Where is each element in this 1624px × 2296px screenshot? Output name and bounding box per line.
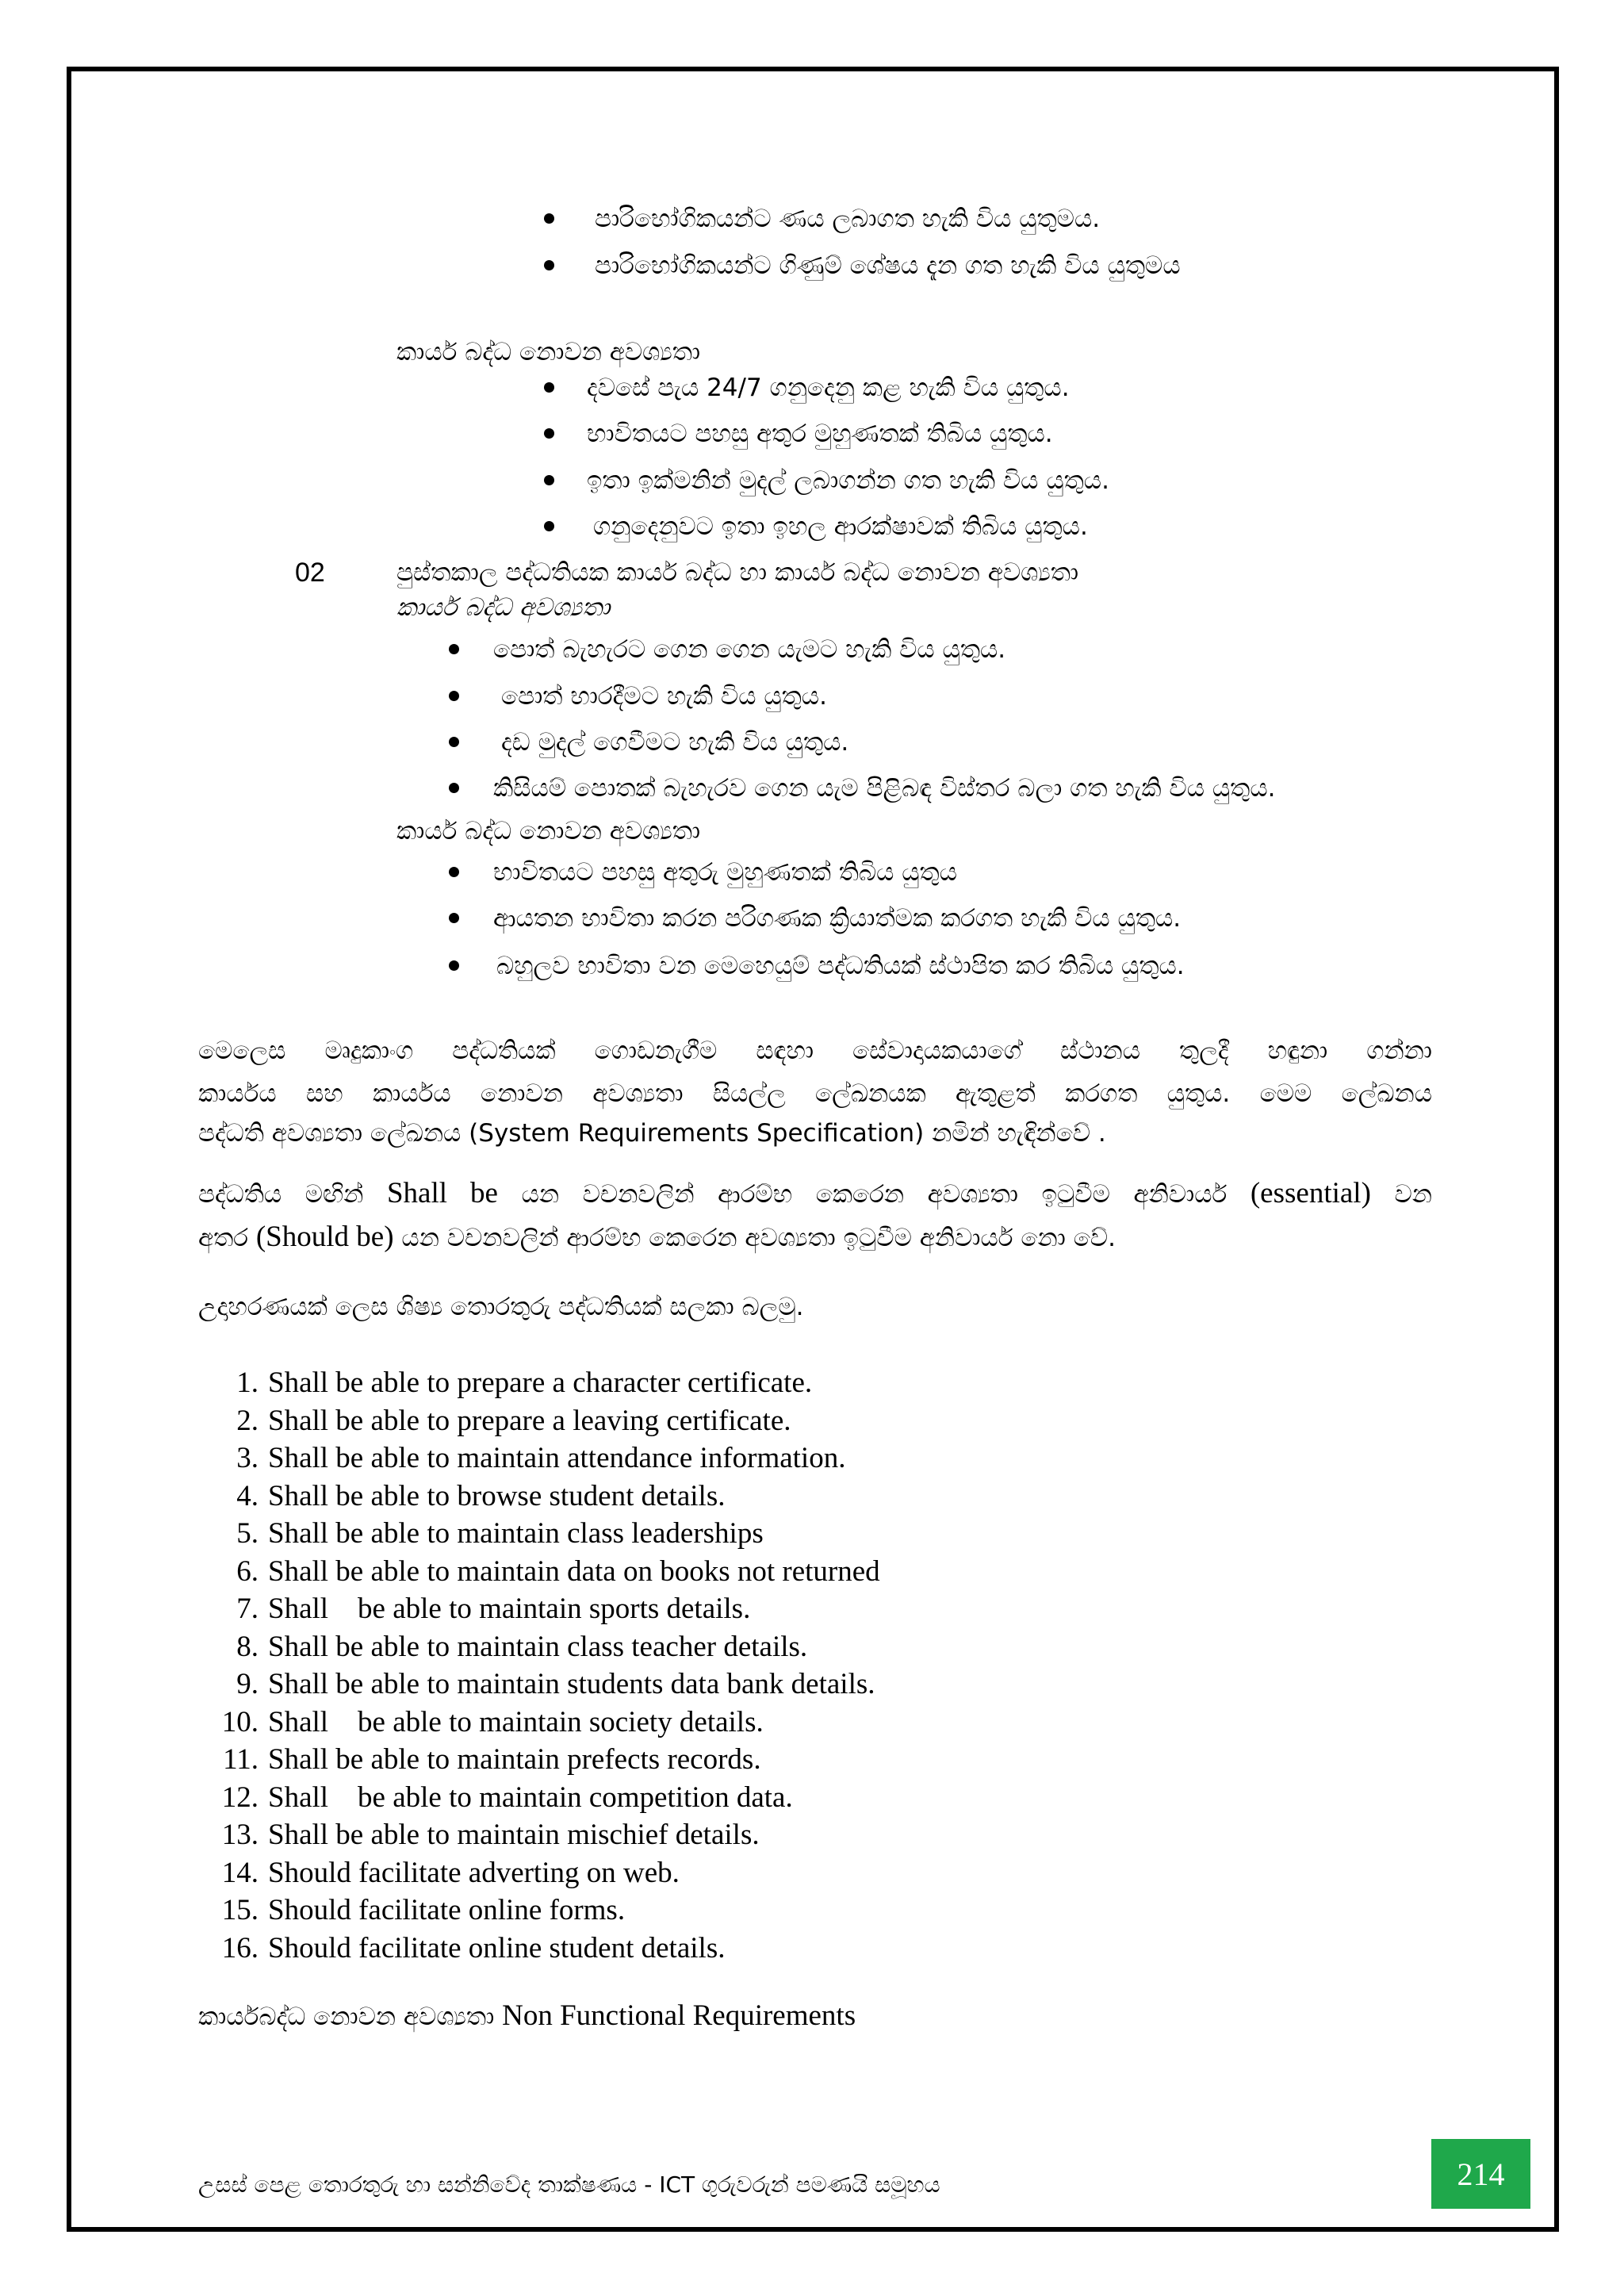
list-item-text: Shall be able to maintain data on books not returned: [268, 1554, 880, 1588]
para1-line1: මෙලෙස මෘදුකාංග පද්ධතියක් ගොඩනැගීම සඳහා සේවාදායකයාගේ ස්ථානය තුලදී හඳුනා ගන්නා: [198, 1037, 1432, 1065]
nonfunc2-bullet-3: බහුලව භාවිතා වන මෙහෙයුම් පද්ධතියක් ස්ථාපිත කර තිබිය යුතුය.: [496, 952, 1185, 980]
list-item-text: Shall be able to maintain prefects records.: [268, 1743, 761, 1776]
nonfunc-bullet-1: දවසේ පැය 24/7 ගනුදෙනු කළ හැකි විය යුතුය.: [587, 374, 1070, 402]
bullet-icon: [544, 475, 554, 485]
list-item: [206, 1892, 880, 1930]
func-heading: කාර්ය බද්ධ අවශ්‍යතා: [396, 593, 611, 622]
list-item-text: Should facilitate online forms.: [268, 1894, 626, 1926]
list-item-text: Shall be able to maintain attendance information.: [268, 1442, 846, 1474]
bullet-icon: [544, 213, 554, 224]
para2-line1: පද්ධතිය මඟින් Shall be යන වචනවලින් ආරම්භ කෙරෙන අවශ්‍යතා ඉටුවීම අනිවාර්ය (essential) වන: [198, 1177, 1432, 1209]
paragraph-srs: [198, 1028, 1432, 1153]
bullet-icon: [544, 428, 554, 439]
list-item: [206, 1779, 880, 1817]
list-item-text: Should facilitate adverting on web.: [268, 1856, 680, 1889]
list-item-text: Should facilitate online student details.: [268, 1931, 726, 1964]
bullet-icon: [449, 867, 459, 877]
bullet-icon: [544, 260, 554, 270]
list-item: [206, 1704, 880, 1742]
section-title: පුස්තකාල පද්ධතියක කාර්ය බද්ධ හා කාර්ය බද්ධ නොවන අවශ්‍යතා: [396, 558, 1079, 587]
nonfunc-bullet-2: භාවිතයට පහසු අතුර මුහුණතක් තිබිය යුතුය.: [587, 420, 1053, 448]
list-item-text: Shall be able to prepare a character certificate.: [268, 1366, 813, 1399]
bullet-icon: [449, 913, 459, 923]
bullet-icon: [449, 960, 459, 971]
bullet-icon: [449, 691, 459, 701]
list-item-number: 16.: [221, 1931, 259, 1964]
list-item-text: Shall be able to maintain class leaderships: [268, 1517, 764, 1550]
section-number: 02: [295, 558, 325, 588]
list-item-number: 3.: [236, 1442, 259, 1474]
list-item-number: 6.: [236, 1554, 259, 1588]
list-item-number: 4.: [236, 1479, 259, 1512]
list-item-number: 10.: [221, 1705, 259, 1738]
func-bullet-2: පොත් භාරදීමට හැකි විය යුතුය.: [501, 682, 827, 711]
bullet-icon: [544, 521, 554, 531]
list-item-text: Shall be able to maintain society details.: [268, 1705, 764, 1738]
list-item-text: Shall be able to maintain sports details.: [268, 1593, 751, 1625]
nonfunc2-bullet-2: ආයතන භාවිතා කරන පරිගණක ක්‍රියාත්මක කරගත හැකි විය යුතුය.: [493, 904, 1182, 933]
list-item: [206, 1628, 880, 1666]
list-item: [206, 1439, 880, 1478]
list-item-text: Shall be able to browse student details.: [268, 1479, 726, 1512]
requirements-list: [206, 1364, 880, 1967]
list-item-text: Shall be able to maintain competition data.: [268, 1780, 793, 1814]
func-bullet-4: කිසියම් පොතක් බැහැරව ගෙන යැම පිළිබඳ විස්තර බලා ගත හැකි විය යුතුය.: [493, 774, 1276, 803]
nonfunc-bullet-4: ගනුදෙනුවට ඉතා ඉහල ආරක්ෂාවක් තිබිය යුතුය.: [593, 512, 1088, 541]
page-number: 214: [1431, 2139, 1530, 2209]
example-intro: උදාහරණයක් ලෙස ශිෂ්‍ය තොරතුරු පද්ධතියක් සලකා බලමු.: [198, 1293, 804, 1321]
list-item: [206, 1665, 880, 1704]
list-item: [206, 1553, 880, 1591]
paragraph-shall-should: [198, 1172, 1432, 1259]
list-item-number: 1.: [236, 1366, 259, 1399]
list-item-text: Shall be able to maintain mischief details.: [268, 1819, 760, 1851]
nonfunc-bullet-3: ඉතා ඉක්මනින් මුදල් ලබාගන්න ගත හැකි විය යුතුය.: [587, 466, 1109, 495]
para1-line2: කාර්යය සහ කාර්යය නොවන අවශ්‍යතා සියල්ල ලේඛනයක ඇතුළත් කරගත යුතුය. මෙම ලේඛනය: [198, 1079, 1432, 1108]
list-item-text: Shall be able to maintain students data bank details.: [268, 1668, 875, 1700]
top-bullet-2: පාරිභෝගිකයන්ට ගිණුම් ශේෂය දැන ගත හැකි විය යුතුමය: [595, 251, 1181, 280]
bullet-icon: [449, 644, 459, 654]
nfr-line: කාර්යබද්ධ නොවන අවශ්‍යතා Non Functional Requirements: [198, 1999, 856, 2032]
footer-text: උසස් පෙළ තොරතුරු හා සන්නිවේද තාක්ෂණය - ICT ගුරුවරුන් පමණයි සමූහය: [198, 2171, 940, 2198]
list-item: [206, 1741, 880, 1779]
list-item: [206, 1590, 880, 1628]
list-item-number: 11.: [223, 1743, 259, 1776]
func-bullet-3: දඩ මුදල් ගෙවීමට හැකි විය යුතුය.: [501, 728, 849, 757]
func-bullet-1: පොත් බැහැරට ගෙන ගෙන යැමට හැකි විය යුතුය.: [493, 635, 1006, 664]
list-item: [206, 1816, 880, 1854]
list-item: [206, 1930, 880, 1968]
list-item-number: 9.: [236, 1668, 259, 1700]
list-item-text: Shall be able to prepare a leaving certificate.: [268, 1404, 791, 1437]
list-item: [206, 1478, 880, 1516]
list-item: [206, 1364, 880, 1402]
list-item-number: 5.: [236, 1517, 259, 1550]
list-item-number: 15.: [221, 1894, 259, 1926]
bullet-icon: [544, 382, 554, 393]
top-bullet-1: පාරිභෝගිකයන්ට ණය ලබාගත හැකි විය යුතුමය.: [595, 205, 1101, 233]
nonfunc2-bullet-1: භාවිතයට පහසු අතුරු මුහුණතක් තිබිය යුතුය: [493, 858, 957, 887]
list-item-number: 14.: [221, 1856, 259, 1889]
bullet-icon: [449, 737, 459, 747]
bullet-icon: [449, 783, 459, 793]
para1-line3: පද්ධති අවශ්‍යතා ලේඛනය (System Requirements Specification) නමින් හැඳින්වේ .: [198, 1119, 1106, 1148]
list-item: [206, 1854, 880, 1892]
list-item: [206, 1402, 880, 1440]
list-item-number: 7.: [236, 1593, 259, 1625]
list-item-text: Shall be able to maintain class teacher details.: [268, 1630, 808, 1663]
list-item-number: 8.: [236, 1630, 259, 1663]
list-item-number: 2.: [236, 1404, 259, 1437]
list-item-number: 12.: [221, 1780, 259, 1814]
list-item-number: 13.: [221, 1819, 259, 1851]
nonfunc-heading-2: කාර්ය බද්ධ නොවන අවශ්‍යතා: [396, 817, 701, 845]
para2-line2: අතර (Should be) යන වචනවලින් ආරම්භ කෙරෙන අවශ්‍යතා ඉටුවීම අනිවාර්ය නො වේ.: [198, 1221, 1116, 1253]
list-item: [206, 1515, 880, 1553]
nonfunc-heading-1: කාර්ය බද්ධ නොවන අවශ්‍යතා: [396, 338, 701, 366]
